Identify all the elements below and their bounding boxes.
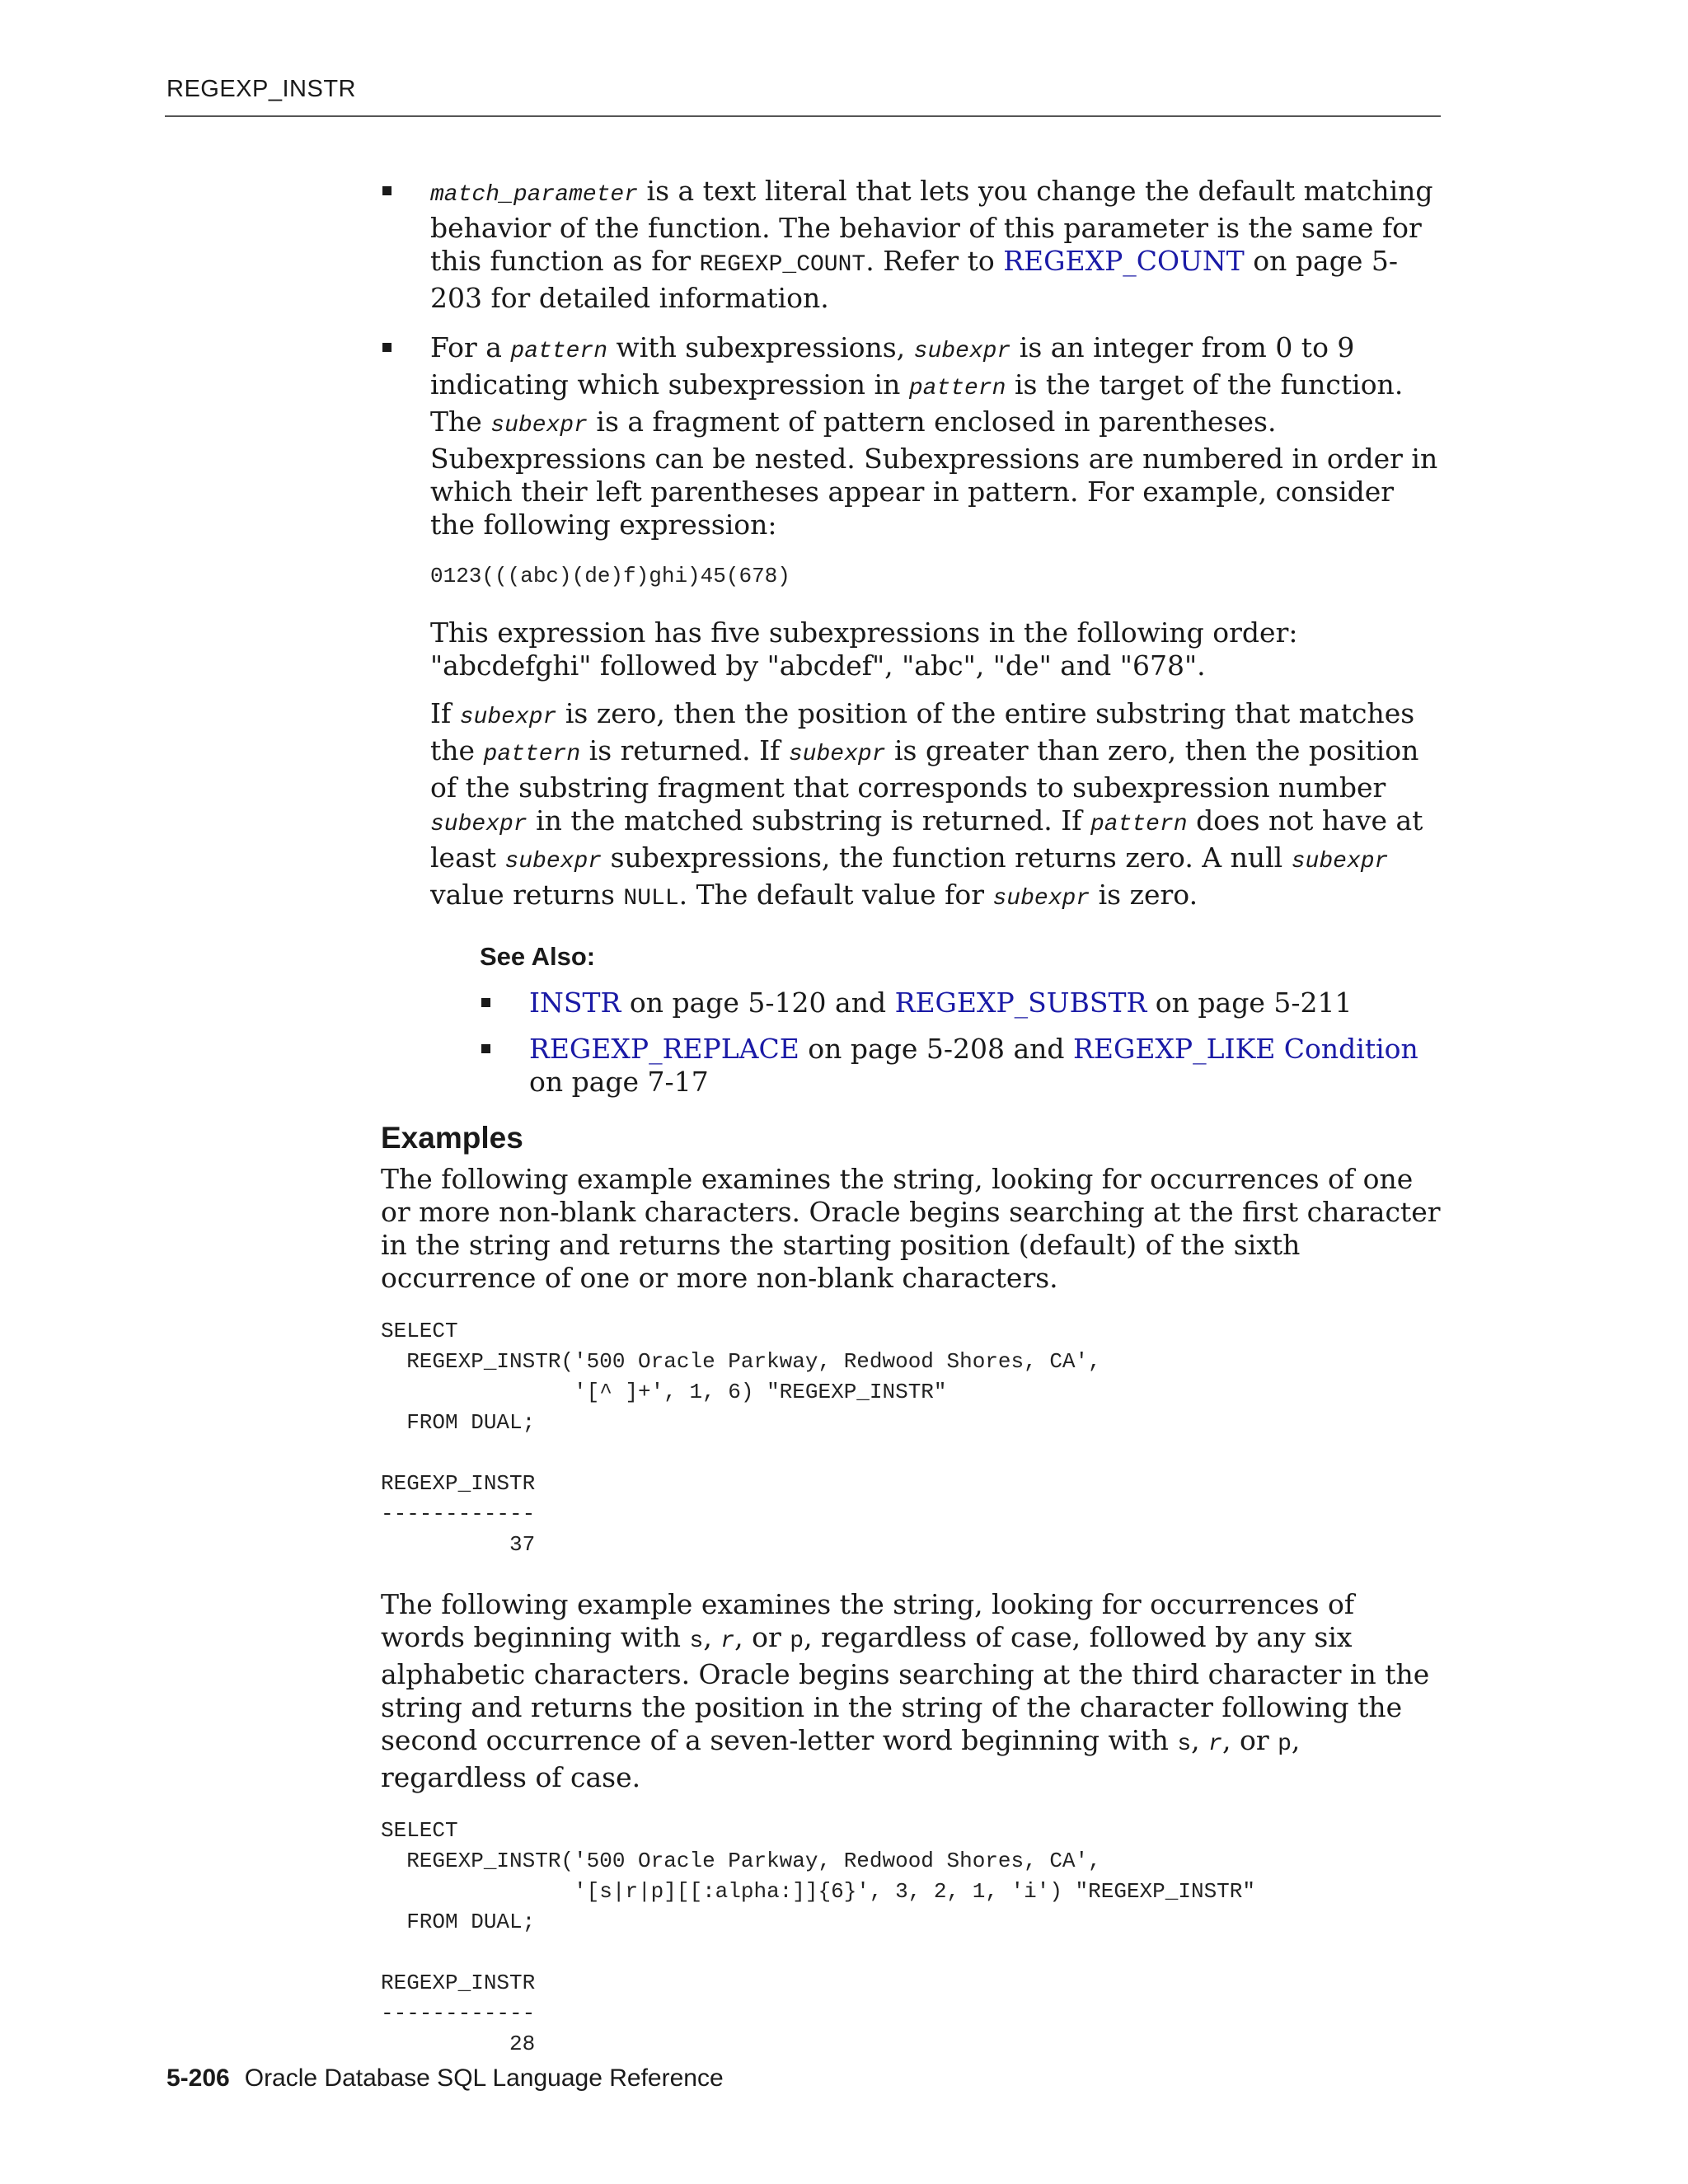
bullet-icon [382,343,392,352]
bullet-icon [481,1044,490,1053]
link-regexp-count[interactable]: REGEXP_COUNT [1003,245,1245,277]
example-1-description: The following example examines the string, looking for occurrences of one or more non-blank characters. Oracle begins searching at the first character in the string and returns the starting position (default) of the sixth occurrence of one or more non-blank characters. [381,1163,1441,1294]
see-also-list [480,987,1444,1099]
subexpr-description: For a pattern with subexpressions, subexpr is an integer from 0 to 9 indicating which subexpression in pattern is the target of the function. The subexpr is a fragment of pattern enclosed in parentheses. Subexpressions can be nested. Subexpressions are numbered in order in which their left parentheses appear in pattern. For example, consider the following expression: [430,331,1438,541]
see-also-item: REGEXP_REPLACE on page 5-208 and REGEXP_LIKE Condition on page 7-17 [480,1033,1444,1099]
list-item-match-parameter: match_parameter is a text literal that lets you change the default matching behavior of the function. The behavior of this parameter is the same for this function as for REGEXP_COUNT. Refer to REGEXP_COUNT on page 5-203 for detailed information. [381,175,1444,315]
code-example-expression: 0123(((abc)(de)f)ghi)45(678) [430,564,790,588]
link-instr[interactable]: INSTR [529,987,621,1019]
bullet-icon [382,186,392,195]
link-regexp-like-condition[interactable]: REGEXP_LIKE Condition [1073,1033,1418,1065]
see-also-box [480,940,1444,1099]
bullet-icon [481,998,490,1007]
book-title: Oracle Database SQL Language Reference [244,2064,724,2092]
page-content [381,175,1444,2083]
page-footer [166,2064,724,2093]
list-item-subexpr [381,331,1444,1099]
link-regexp-replace[interactable]: REGEXP_REPLACE [529,1033,799,1065]
running-header: REGEXP_INSTR [166,76,356,102]
parameter-list [381,175,1444,1099]
see-also-heading: See Also: [480,942,596,971]
example-1-code: SELECT REGEXP_INSTR('500 Oracle Parkway, Redwood Shores, CA', '[^ ]+', 1, 6) "REGEXP_INSTR" FROM DUAL; REGEXP_INSTR ------------ 37 [381,1319,1101,1557]
see-also-item: INSTR on page 5-120 and REGEXP_SUBSTR on page 5-211 [480,987,1444,1019]
page-number: 5-206 [166,2064,230,2092]
example-2-code: SELECT REGEXP_INSTR('500 Oracle Parkway, Redwood Shores, CA', '[s|r|p][[:alpha:]]{6}', 3, 2, 1, 'i') "REGEXP_INSTR" FROM DUAL; REGEXP_INSTR ------------ 28 [381,1818,1255,2056]
examples-heading: Examples [381,1121,523,1155]
subexpr-order-text: This expression has five subexpressions in the following order: "abcdefghi" followed by "abcdef", "abc", "de" and "678". [430,616,1298,682]
subexpr-zero-text: If subexpr is zero, then the position of the entire substring that matches the pattern is returned. If subexpr is greater than zero, then the position of the substring fragment that corresponds to subexpression number subexpr in the matched substring is returned. If pattern does not have at least subexpr subexpressions, the function returns zero. A null subexpr value returns NULL. The default value for subexpr is zero. [430,697,1423,912]
header-rule [165,115,1441,117]
link-regexp-substr[interactable]: REGEXP_SUBSTR [894,987,1147,1019]
example-2-description: The following example examines the string, looking for occurrences of words beginning with s, r, or p, regardless of case, followed by any six alphabetic characters. Oracle begins searching at the third character in the string and returns the position in the string of the character following the second occurrence of a seven-letter word beginning with s, r, or p, regardless of case. [381,1588,1430,1793]
